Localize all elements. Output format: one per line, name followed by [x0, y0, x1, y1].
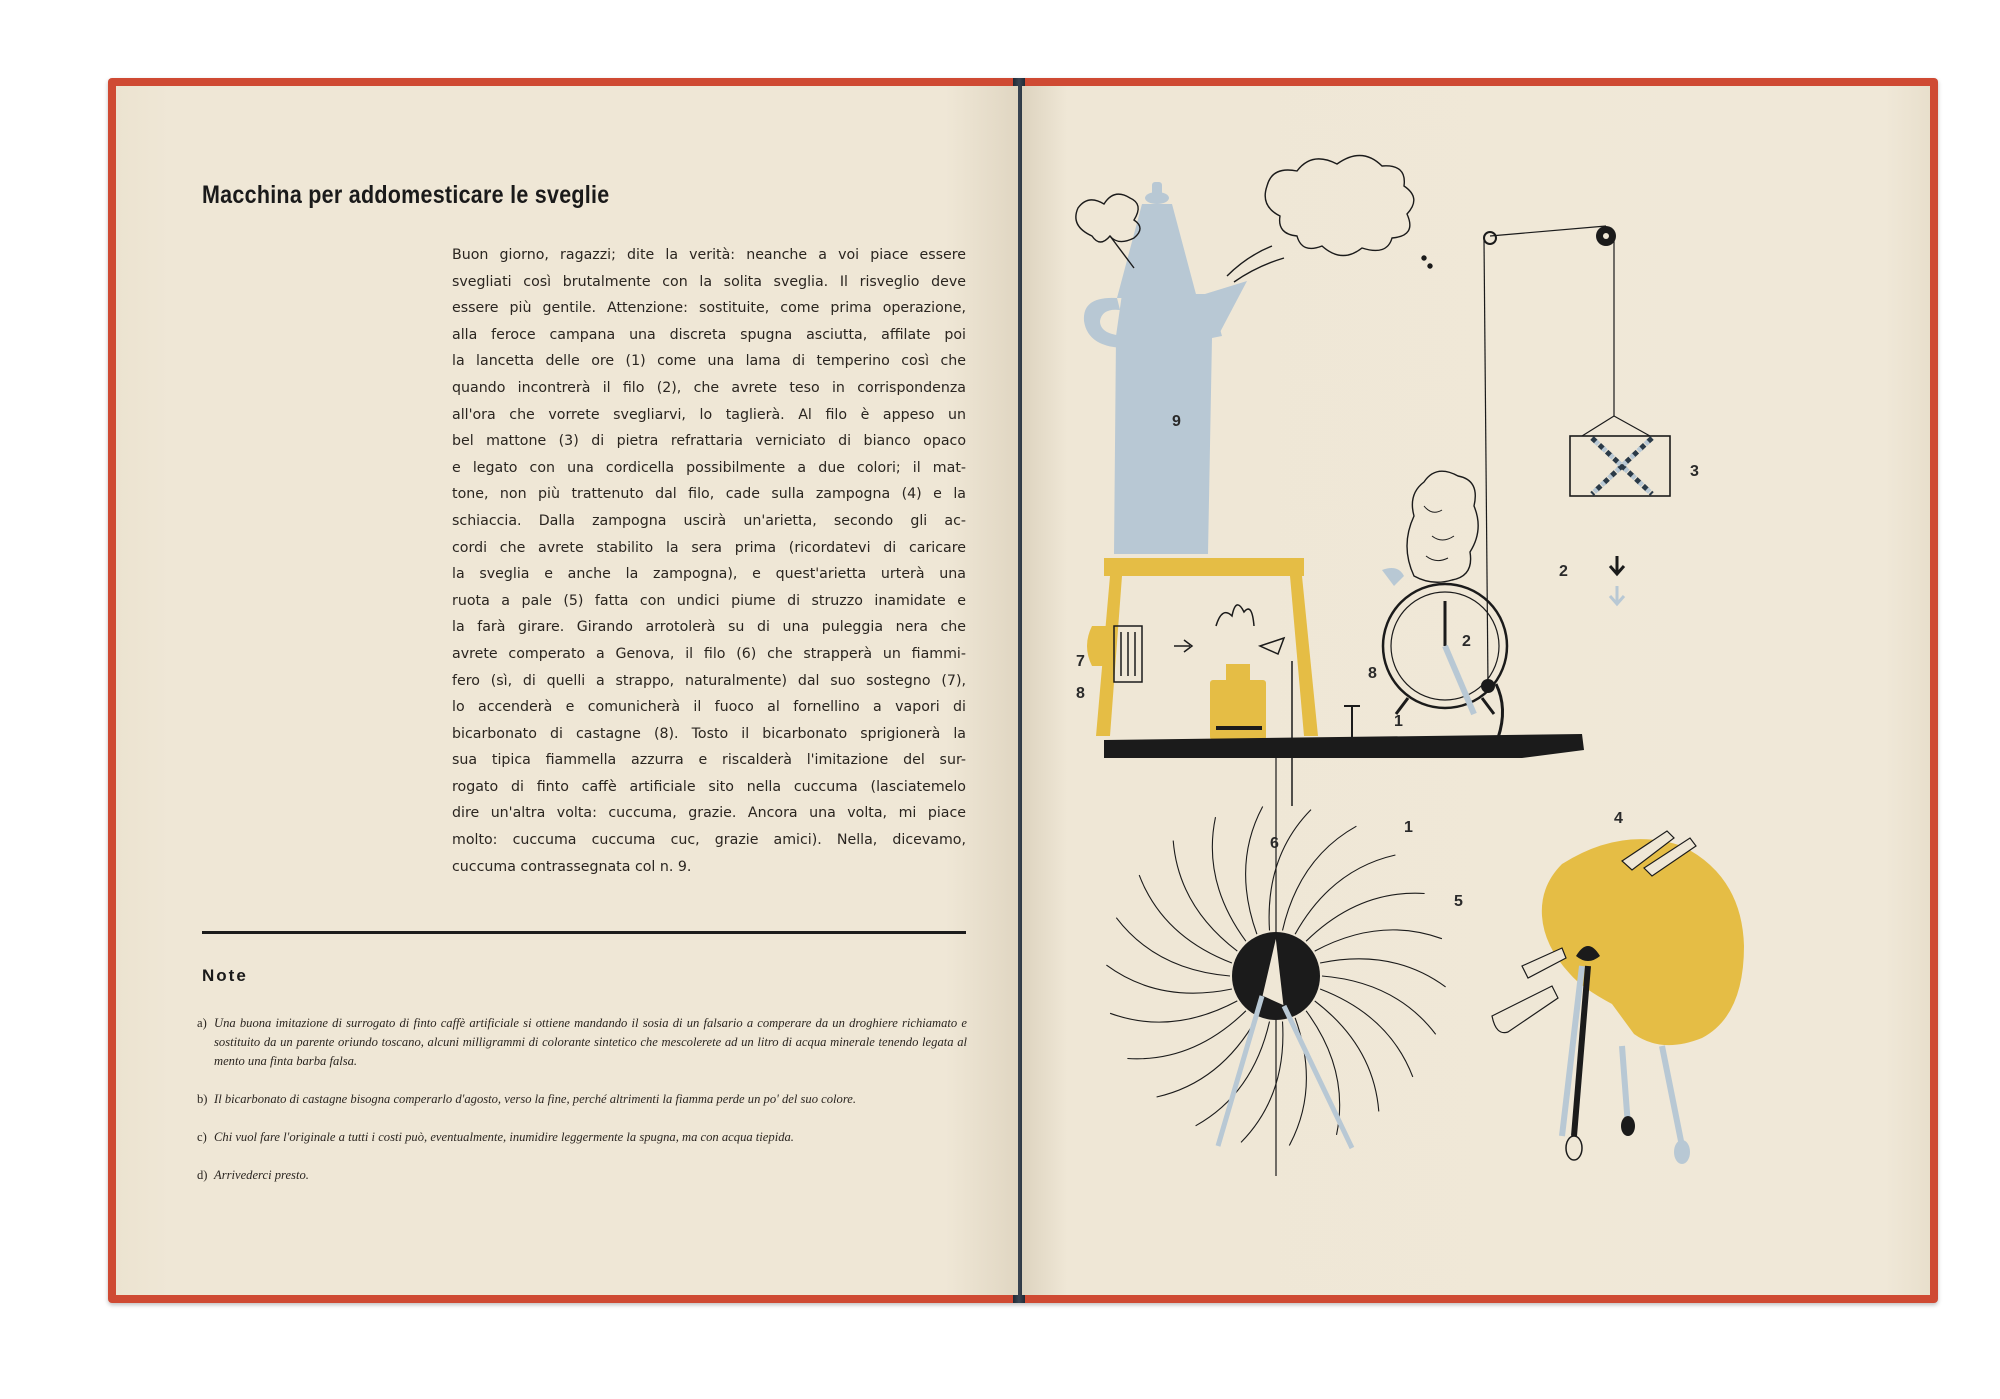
- label-3: 3: [1690, 463, 1699, 480]
- note-item: [197, 1128, 967, 1147]
- body-line: quando incontrerà il filo (2), che avrete teso in corrispondenza: [452, 379, 966, 396]
- feather-stroke: [1106, 965, 1232, 993]
- feather-stroke: [1283, 826, 1357, 930]
- feather-stroke: [1320, 959, 1446, 987]
- feather-stroke: [1269, 810, 1311, 931]
- feather-stroke: [1127, 1011, 1246, 1059]
- label-7: 7: [1076, 653, 1085, 670]
- note-item: [197, 1090, 967, 1109]
- note-item: [197, 1166, 967, 1185]
- body-line: cordi che avrete stabilito la sera prima (ricordatevi di caricare: [452, 539, 966, 556]
- bagpipe-icon: [1492, 831, 1744, 1164]
- note-text: Il bicarbonato di castagne bisogna comperarlo d'agosto, verso la fine, perché altrimenti la fiamma perde un po' del suo colore.: [214, 1092, 856, 1106]
- label-8-stove: 8: [1076, 685, 1085, 702]
- label-4: 4: [1614, 810, 1623, 827]
- body-line: svegliati così brutalmente con la solita sveglia. Il risveglio deve: [452, 273, 966, 290]
- note-label: d): [197, 1168, 208, 1182]
- body-line: la lancetta delle ore (1) come una lama di temperino così che: [452, 353, 966, 370]
- body-line: avrete comperato a Genova, il filo (6) che strapperà un fiammi-: [452, 645, 966, 662]
- label-1: 1: [1394, 713, 1403, 730]
- body-line: molto: cuccuma cuccuma cuc, grazie amici). Nella, dicevamo,: [452, 832, 966, 849]
- divider-rule: [202, 931, 966, 934]
- shelf-icon: [1104, 734, 1584, 1176]
- body-line: tone, non più trattenuto dal filo, cade sulla zampogna (4) e la: [452, 486, 966, 503]
- feather-stroke: [1173, 841, 1237, 952]
- body-line: cuccuma contrassegnata col n. 9.: [452, 858, 692, 875]
- left-page: [116, 86, 1018, 1295]
- feather-stroke: [1212, 817, 1246, 941]
- feather-stroke: [1110, 1001, 1237, 1022]
- down-arrow-icon: [1610, 556, 1624, 604]
- body-line: bicarbonato di castagne (8). Tosto il bicarbonato sprigionerà la: [452, 725, 966, 742]
- body-line: Buon giorno, ragazzi; dite la verità: neanche a voi piace essere: [452, 247, 966, 263]
- feather-stroke: [1246, 807, 1263, 935]
- body-line: essere più gentile. Attenzione: sostituite, come prima operazione,: [452, 300, 966, 317]
- label-9: 9: [1172, 413, 1181, 430]
- label-2-clock: 2: [1462, 633, 1471, 650]
- label-6: 6: [1270, 835, 1279, 852]
- body-line: fero (sì, di quelli a strappo, naturalmente) dal suo sostegno (7),: [452, 672, 966, 689]
- brick-icon: [1570, 416, 1670, 496]
- label-5: 5: [1454, 893, 1463, 910]
- body-line: rogato di finto caffè artificiale sito nella cuccuma (lasciatemelo: [452, 778, 966, 795]
- note-label: a): [197, 1016, 207, 1030]
- notes-list: [197, 1014, 967, 1204]
- notes-heading: Note: [202, 966, 248, 985]
- note-label: b): [197, 1092, 208, 1106]
- note-text: Arrivederci presto.: [214, 1168, 309, 1182]
- body-line: e legato con una cordicella possibilmente a due colori; il mat-: [452, 459, 966, 476]
- body-line: schiaccia. Dalla zampogna uscirà un'arietta, secondo gli ac-: [452, 512, 966, 529]
- page-title: Macchina per addomesticare le sveglie: [202, 181, 610, 209]
- body-line: la sveglia e anche la zampogna), e quest'arietta urterà una: [452, 566, 966, 583]
- body-line: la farà girare. Girando arrotolerà su di una puleggia nera che: [452, 619, 966, 636]
- machine-illustration: [1022, 86, 1930, 1295]
- body-line: alla feroce campana una discreta spugna asciutta, affilate poi: [452, 326, 966, 343]
- label-1-shelf: 1: [1404, 819, 1413, 836]
- note-text: Una buona imitazione di surrogato di finto caffè artificiale si ottiene mandando il sosia di un falsario a comperare da un droghiere richiamato e sostituito da un parente oriundo toscano, alcuni milligrammi di colorante sintetico che mescolerete ad un litro di acqua minerale tenendo legata al mento una finta barba falsa.: [214, 1016, 967, 1068]
- note-label: c): [197, 1130, 207, 1144]
- body-line: dire un'altra volta: cuccuma, grazie. Ancora una volta, mi piace: [452, 805, 966, 822]
- note-text: Chi vuol fare l'originale a tutti i costi può, eventualmente, inumidire leggermente la spugna, ma con acqua tiepida.: [214, 1130, 794, 1144]
- body-line: lo accenderà e comunicherà il fuoco al fornellino a vapori di: [452, 699, 966, 716]
- body-line: all'ora che vorrete svegliarvi, lo taglierà. Al filo è appeso un: [452, 406, 966, 423]
- sponge-icon: [1382, 471, 1478, 586]
- open-book: [108, 78, 1938, 1303]
- body-line: bel mattone (3) di pietra refrattaria verniciato di bianco opaco: [452, 433, 966, 450]
- alarm-clock-icon: [1344, 584, 1507, 740]
- body-text: [452, 242, 966, 880]
- body-line: sua tipica fiammella azzurra e riscalderà l'imitazione del sur-: [452, 752, 966, 769]
- feather-stroke: [1315, 930, 1442, 951]
- feather-stroke: [1196, 1022, 1270, 1126]
- note-item: [197, 1014, 967, 1071]
- right-page: [1022, 86, 1930, 1295]
- body-line: ruota a pale (5) fatta con undici piume di struzzo inamidate e: [452, 592, 966, 609]
- label-2-wire: 2: [1559, 563, 1568, 580]
- label-8-clock: 8: [1368, 665, 1377, 682]
- feather-stroke: [1306, 893, 1425, 941]
